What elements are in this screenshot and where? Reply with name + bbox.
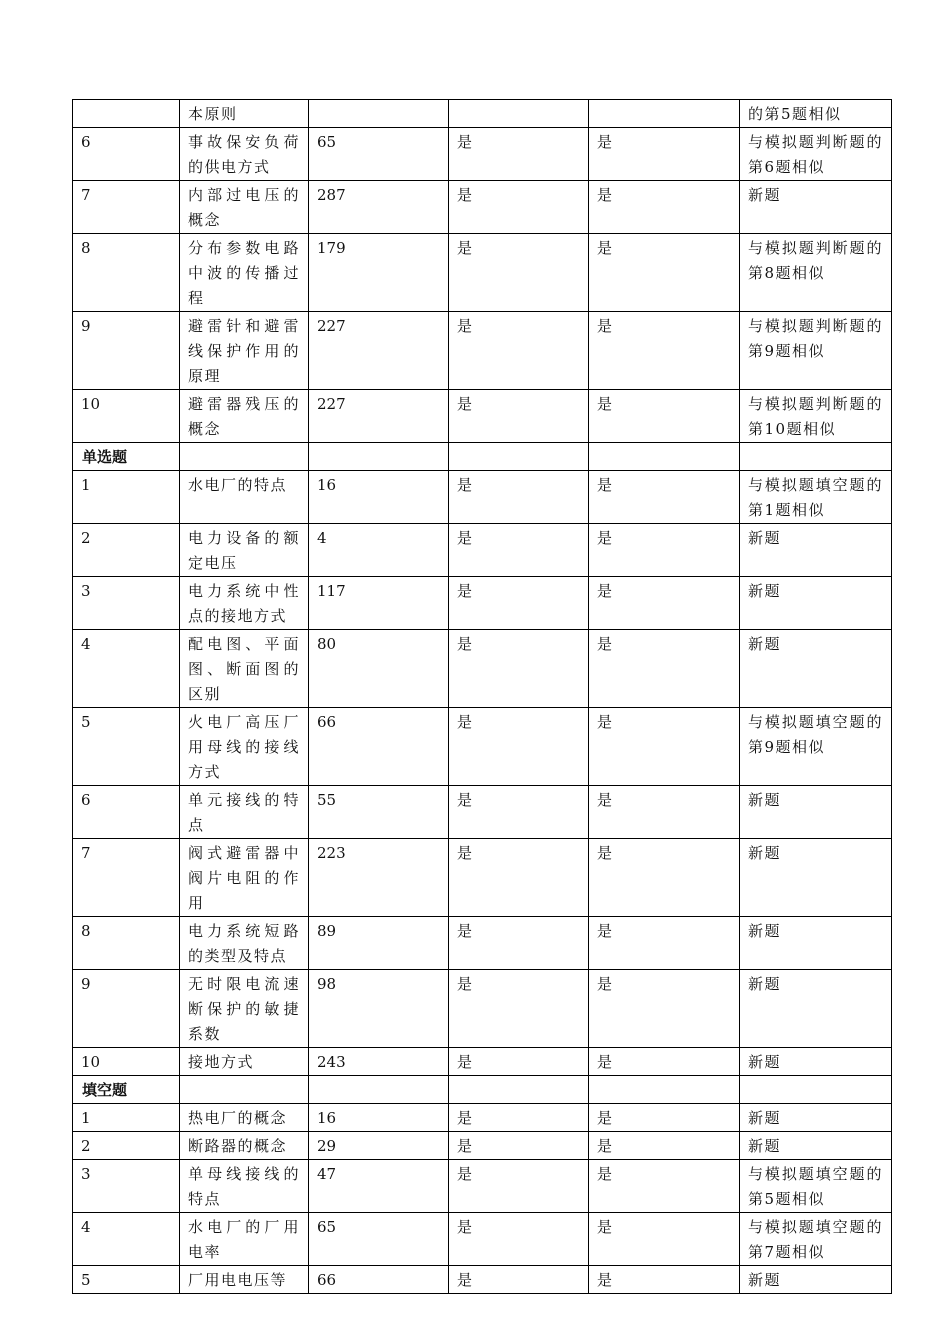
knowledge-point-cell: 热电厂的概念	[180, 1104, 309, 1132]
remark-cell: 新题	[740, 181, 892, 234]
remark-cell: 新题	[740, 630, 892, 708]
page-number-cell: 16	[309, 471, 449, 524]
question-number-cell: 3	[73, 1160, 180, 1213]
correct-cell: 是	[589, 312, 740, 390]
page-number-cell	[309, 100, 449, 128]
correct-cell: 是	[589, 128, 740, 181]
table-row	[73, 524, 892, 577]
knowledge-point-cell: 电力系统短路的类型及特点	[180, 917, 309, 970]
covered-cell: 是	[449, 1266, 589, 1294]
page-number-cell: 223	[309, 839, 449, 917]
remark-cell: 与模拟题判断题的第10题相似	[740, 390, 892, 443]
question-number-cell	[73, 100, 180, 128]
remark-cell: 新题	[740, 1048, 892, 1076]
correct-cell: 是	[589, 390, 740, 443]
table-row	[73, 839, 892, 917]
table-row	[73, 181, 892, 234]
page-number-cell: 29	[309, 1132, 449, 1160]
page-number-cell: 117	[309, 577, 449, 630]
correct-cell: 是	[589, 1132, 740, 1160]
table-row	[73, 234, 892, 312]
question-number-cell: 4	[73, 630, 180, 708]
covered-cell: 是	[449, 970, 589, 1048]
page-number-cell: 80	[309, 630, 449, 708]
empty-cell	[589, 443, 740, 471]
question-number-cell: 9	[73, 312, 180, 390]
table-row	[73, 630, 892, 708]
empty-cell	[309, 1076, 449, 1104]
covered-cell: 是	[449, 1213, 589, 1266]
table-row	[73, 708, 892, 786]
question-number-cell: 6	[73, 786, 180, 839]
question-number-cell: 7	[73, 181, 180, 234]
correct-cell: 是	[589, 786, 740, 839]
empty-cell	[740, 1076, 892, 1104]
page-number-cell: 98	[309, 970, 449, 1048]
question-number-cell: 9	[73, 970, 180, 1048]
page-number-cell: 243	[309, 1048, 449, 1076]
question-number-cell: 4	[73, 1213, 180, 1266]
correct-cell: 是	[589, 1266, 740, 1294]
knowledge-point-cell: 水电厂的厂用电率	[180, 1213, 309, 1266]
question-number-cell: 1	[73, 1104, 180, 1132]
page-number-cell: 55	[309, 786, 449, 839]
empty-cell	[449, 1076, 589, 1104]
page-number-cell: 179	[309, 234, 449, 312]
remark-cell: 的第5题相似	[740, 100, 892, 128]
knowledge-point-cell: 避雷器残压的概念	[180, 390, 309, 443]
correct-cell: 是	[589, 1048, 740, 1076]
covered-cell: 是	[449, 630, 589, 708]
covered-cell: 是	[449, 181, 589, 234]
covered-cell: 是	[449, 839, 589, 917]
remark-cell: 新题	[740, 970, 892, 1048]
covered-cell: 是	[449, 917, 589, 970]
covered-cell: 是	[449, 1104, 589, 1132]
knowledge-point-cell: 电力设备的额定电压	[180, 524, 309, 577]
remark-cell: 新题	[740, 577, 892, 630]
table-row	[73, 312, 892, 390]
table-row	[73, 1104, 892, 1132]
correct-cell: 是	[589, 524, 740, 577]
covered-cell: 是	[449, 1132, 589, 1160]
knowledge-point-cell: 内部过电压的概念	[180, 181, 309, 234]
table-row	[73, 917, 892, 970]
knowledge-point-cell: 断路器的概念	[180, 1132, 309, 1160]
question-number-cell: 5	[73, 1266, 180, 1294]
remark-cell: 与模拟题填空题的第1题相似	[740, 471, 892, 524]
remark-cell: 与模拟题判断题的第8题相似	[740, 234, 892, 312]
empty-cell	[449, 443, 589, 471]
correct-cell: 是	[589, 1213, 740, 1266]
table-row	[73, 1160, 892, 1213]
covered-cell: 是	[449, 524, 589, 577]
knowledge-point-cell: 避雷针和避雷线保护作用的原理	[180, 312, 309, 390]
correct-cell: 是	[589, 234, 740, 312]
remark-cell: 新题	[740, 524, 892, 577]
page-number-cell: 89	[309, 917, 449, 970]
question-number-cell: 8	[73, 917, 180, 970]
page-number-cell: 65	[309, 128, 449, 181]
covered-cell: 是	[449, 312, 589, 390]
empty-cell	[180, 443, 309, 471]
question-number-cell: 5	[73, 708, 180, 786]
table-row	[73, 100, 892, 128]
knowledge-point-cell: 分布参数电路中波的传播过程	[180, 234, 309, 312]
remark-cell: 新题	[740, 1104, 892, 1132]
empty-cell	[589, 1076, 740, 1104]
covered-cell: 是	[449, 390, 589, 443]
remark-cell: 与模拟题判断题的第6题相似	[740, 128, 892, 181]
section-label: 单选题	[73, 443, 180, 471]
correct-cell: 是	[589, 970, 740, 1048]
page-number-cell: 66	[309, 708, 449, 786]
remark-cell: 新题	[740, 839, 892, 917]
section-label: 填空题	[73, 1076, 180, 1104]
correct-cell: 是	[589, 917, 740, 970]
knowledge-point-cell: 事故保安负荷的供电方式	[180, 128, 309, 181]
table-row	[73, 786, 892, 839]
remark-cell: 新题	[740, 786, 892, 839]
covered-cell: 是	[449, 577, 589, 630]
page-number-cell: 65	[309, 1213, 449, 1266]
section-header-row	[73, 1076, 892, 1104]
question-number-cell: 7	[73, 839, 180, 917]
question-number-cell: 10	[73, 1048, 180, 1076]
correct-cell: 是	[589, 471, 740, 524]
remark-cell: 新题	[740, 917, 892, 970]
correct-cell: 是	[589, 577, 740, 630]
table-row	[73, 1048, 892, 1076]
empty-cell	[740, 443, 892, 471]
table-row	[73, 1213, 892, 1266]
knowledge-point-cell: 火电厂高压厂用母线的接线方式	[180, 708, 309, 786]
knowledge-point-cell: 水电厂的特点	[180, 471, 309, 524]
knowledge-point-cell: 单母线接线的特点	[180, 1160, 309, 1213]
remark-cell: 与模拟题填空题的第7题相似	[740, 1213, 892, 1266]
remark-cell: 新题	[740, 1266, 892, 1294]
remark-cell: 与模拟题填空题的第5题相似	[740, 1160, 892, 1213]
question-number-cell: 3	[73, 577, 180, 630]
table-row	[73, 1132, 892, 1160]
correct-cell: 是	[589, 630, 740, 708]
correct-cell: 是	[589, 839, 740, 917]
question-number-cell: 2	[73, 1132, 180, 1160]
table-row	[73, 128, 892, 181]
page-number-cell: 227	[309, 390, 449, 443]
remark-cell: 与模拟题判断题的第9题相似	[740, 312, 892, 390]
knowledge-point-cell: 电力系统中性点的接地方式	[180, 577, 309, 630]
page-number-cell: 47	[309, 1160, 449, 1213]
remark-cell: 新题	[740, 1132, 892, 1160]
correct-cell: 是	[589, 708, 740, 786]
table-row	[73, 390, 892, 443]
table-row	[73, 577, 892, 630]
empty-cell	[180, 1076, 309, 1104]
page-number-cell: 4	[309, 524, 449, 577]
knowledge-point-cell: 单元接线的特点	[180, 786, 309, 839]
table-body	[73, 100, 892, 1294]
knowledge-point-cell: 阀式避雷器中阀片电阻的作用	[180, 839, 309, 917]
empty-cell	[309, 443, 449, 471]
question-table	[72, 99, 892, 1294]
knowledge-point-cell: 配电图、平面图、断面图的区别	[180, 630, 309, 708]
correct-cell: 是	[589, 181, 740, 234]
knowledge-point-cell: 接地方式	[180, 1048, 309, 1076]
question-number-cell: 2	[73, 524, 180, 577]
covered-cell: 是	[449, 786, 589, 839]
question-number-cell: 1	[73, 471, 180, 524]
remark-cell: 与模拟题填空题的第9题相似	[740, 708, 892, 786]
covered-cell: 是	[449, 1160, 589, 1213]
table-row	[73, 471, 892, 524]
covered-cell: 是	[449, 128, 589, 181]
correct-cell	[589, 100, 740, 128]
question-number-cell: 6	[73, 128, 180, 181]
question-number-cell: 8	[73, 234, 180, 312]
page-number-cell: 66	[309, 1266, 449, 1294]
covered-cell	[449, 100, 589, 128]
knowledge-point-cell: 厂用电电压等	[180, 1266, 309, 1294]
covered-cell: 是	[449, 1048, 589, 1076]
knowledge-point-cell: 无时限电流速断保护的敏捷系数	[180, 970, 309, 1048]
page-number-cell: 16	[309, 1104, 449, 1132]
covered-cell: 是	[449, 234, 589, 312]
covered-cell: 是	[449, 708, 589, 786]
page-number-cell: 287	[309, 181, 449, 234]
table-row	[73, 970, 892, 1048]
section-header-row	[73, 443, 892, 471]
covered-cell: 是	[449, 471, 589, 524]
table-row	[73, 1266, 892, 1294]
correct-cell: 是	[589, 1160, 740, 1213]
knowledge-point-cell: 本原则	[180, 100, 309, 128]
question-number-cell: 10	[73, 390, 180, 443]
page-number-cell: 227	[309, 312, 449, 390]
correct-cell: 是	[589, 1104, 740, 1132]
